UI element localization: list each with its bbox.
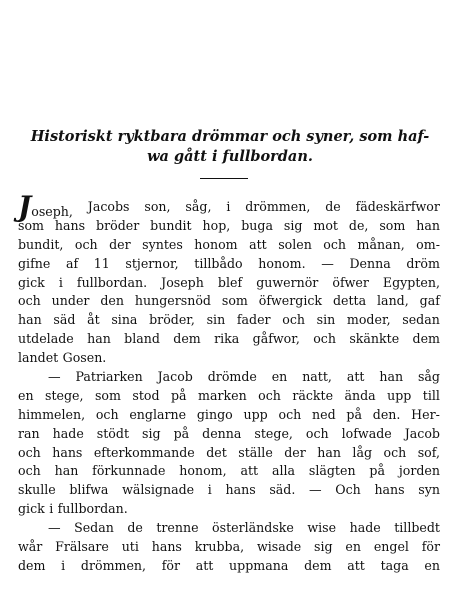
text-line: himmelen, och englarne gingo upp och ned på den. Her- (18, 406, 440, 422)
article-body (18, 190, 440, 576)
text-line: en stege, som stod på marken och räckte ända upp till (18, 387, 440, 403)
text-line: — Sedan de trenne österländske wise hade tillbedt (48, 520, 440, 536)
text-line: ran hade stödt sig på denna stege, och lofwade Jacob (18, 425, 440, 441)
paragraph (18, 368, 440, 519)
title-line-2: wa gått i fullbordan. (147, 148, 313, 165)
text-line: bundit, och der syntes honom att solen och månan, om- (18, 236, 440, 252)
text-line: gifne af 11 stjernor, tillbådo honom. — Denna dröm (18, 255, 440, 271)
text-line: utdelade han bland dem rika gåfwor, och skänkte dem (18, 331, 440, 347)
title-divider (200, 178, 248, 179)
text-line: skulle blifwa wälsignade i hans säd. — Och hans syn (18, 482, 440, 498)
article-title (30, 127, 430, 167)
text-line: och han förkunnade honom, att alla slägten på jorden (18, 463, 440, 479)
paragraph (18, 190, 440, 368)
text-line: dem i drömmen, för att uppmana dem att taga en (18, 557, 440, 573)
text-line: landet Gosen. (18, 350, 107, 366)
text-line: Joseph, Jacobs son, såg, i drömmen, de fädeskärfwor (18, 190, 440, 223)
title-line-1: Historiskt ryktbara drömmar och syner, som haf- (30, 128, 430, 145)
text-line: han säd åt sina bröder, sin fader och sin moder, sedan (18, 312, 440, 328)
drop-cap: J (18, 190, 32, 223)
paragraph (18, 519, 440, 576)
text-line: gick i fullbordan. Joseph blef guwernör öfwer Egypten, (18, 274, 440, 290)
text-line: och hans efterkommande det ställe der han låg och sof, (18, 444, 440, 460)
text-line: — Patriarken Jacob drömde en natt, att han såg (48, 369, 440, 385)
text-line: som hans bröder bundit hop, buga sig mot de, som han (18, 217, 440, 233)
text-line: wår Frälsare uti hans krubba, wisade sig en engel för (18, 539, 440, 555)
text-line: och under den hungersnöd som öfwergick detta land, gaf (18, 293, 440, 309)
text-line: gick i fullbordan. (18, 501, 128, 517)
